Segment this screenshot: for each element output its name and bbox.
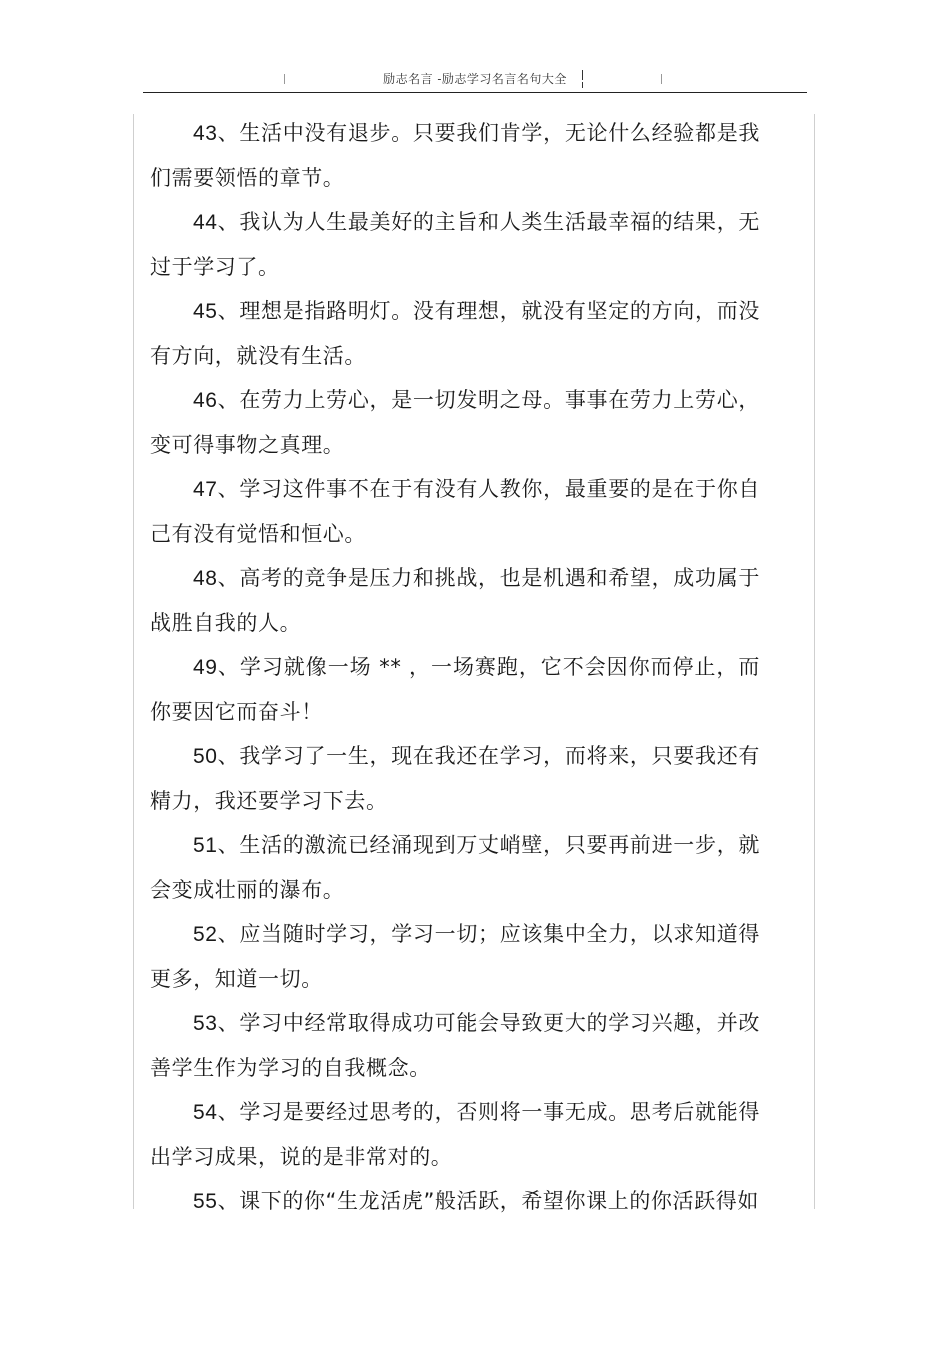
quote-item bbox=[150, 1179, 760, 1224]
quote-text: 、我学习了一生，现在我还在学习，而将来，只要我还有精力，我还要学习下去。 bbox=[150, 744, 760, 813]
quote-text: 、在劳力上劳心，是一切发明之母。事事在劳力上劳心，变可得事物之真理。 bbox=[150, 388, 760, 457]
quote-number: 51 bbox=[193, 834, 218, 857]
quote-text: 、学习中经常取得成功可能会导致更大的学习兴趣，并改善学生作为学习的自我概念。 bbox=[150, 1011, 760, 1080]
quote-text: 、学习就像一场 ** ，一场赛跑，它不会因你而停止，而你要因它而奋斗！ bbox=[150, 655, 760, 724]
quote-text: 、课下的你“生龙活虎”般活跃，希望你课上的你活跃得如 bbox=[217, 1189, 759, 1213]
quote-number: 44 bbox=[193, 211, 218, 234]
quote-item bbox=[150, 1090, 760, 1179]
quote-item bbox=[150, 378, 760, 467]
quote-item bbox=[150, 645, 760, 734]
quote-list bbox=[150, 111, 760, 1224]
quote-text: 、应当随时学习，学习一切；应该集中全力，以求知道得更多，知道一切。 bbox=[150, 922, 760, 991]
page-header bbox=[143, 66, 807, 93]
quote-number: 54 bbox=[193, 1101, 218, 1124]
quote-number: 52 bbox=[193, 923, 218, 946]
quote-number: 43 bbox=[193, 122, 218, 145]
quote-number: 46 bbox=[193, 389, 218, 412]
quote-item bbox=[150, 1001, 760, 1090]
quote-number: 48 bbox=[193, 567, 218, 590]
quote-number: 49 bbox=[193, 656, 218, 679]
quote-text: 、生活的激流已经涌现到万丈峭壁，只要再前进一步，就会变成壮丽的瀑布。 bbox=[150, 833, 760, 902]
quote-number: 45 bbox=[193, 300, 218, 323]
quote-text: 、我认为人生最美好的主旨和人类生活最幸福的结果，无过于学习了。 bbox=[150, 210, 760, 279]
quote-text: 、生活中没有退步。只要我们肯学，无论什么经验都是我们需要领悟的章节。 bbox=[150, 121, 760, 190]
quote-item bbox=[150, 823, 760, 912]
quote-text: 、学习是要经过思考的，否则将一事无成。思考后就能得出学习成果，说的是非常对的。 bbox=[150, 1100, 760, 1169]
quote-item bbox=[150, 289, 760, 378]
quote-text: 、理想是指路明灯。没有理想，就没有坚定的方向，而没有方向，就没有生活。 bbox=[150, 299, 760, 368]
quote-item bbox=[150, 912, 760, 1001]
quote-item bbox=[150, 200, 760, 289]
quote-number: 55 bbox=[193, 1190, 218, 1213]
quote-text: 、学习这件事不在于有没有人教你，最重要的是在于你自己有没有觉悟和恒心。 bbox=[150, 477, 760, 546]
quote-item bbox=[150, 467, 760, 556]
quote-text: 、高考的竞争是压力和挑战，也是机遇和希望，成功属于战胜自我的人。 bbox=[150, 566, 760, 635]
left-margin-rule bbox=[133, 114, 134, 1209]
quote-item bbox=[150, 556, 760, 645]
quote-item bbox=[150, 111, 760, 200]
header-title: 励志名言 -励志学习名言名句大全 bbox=[383, 72, 567, 86]
quote-number: 47 bbox=[193, 478, 218, 501]
quote-item bbox=[150, 734, 760, 823]
quote-number: 50 bbox=[193, 745, 218, 768]
right-margin-rule bbox=[814, 114, 815, 1209]
quote-number: 53 bbox=[193, 1012, 218, 1035]
